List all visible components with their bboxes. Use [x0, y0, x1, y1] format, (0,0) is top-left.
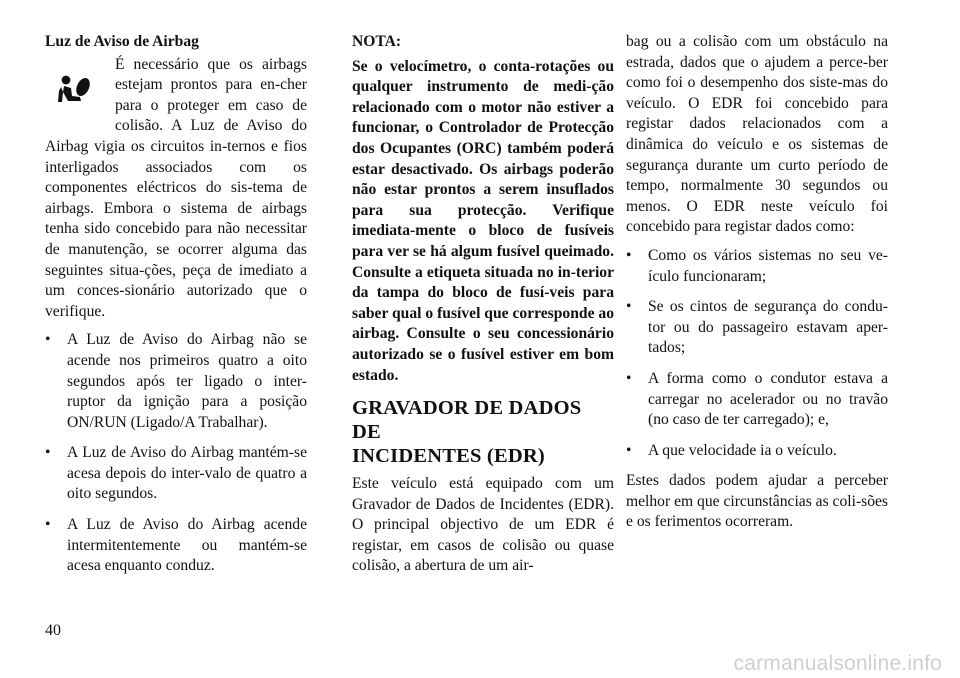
airbag-warning-heading: Luz de Aviso de Airbag [45, 33, 199, 50]
watermark: carmanualsonline.info [733, 652, 942, 675]
bullet-icon: • [626, 246, 632, 264]
note-text: Se o velocímetro, o conta-rotações ou qualquer instrumento de medi-ção relacionado com o motor não estiver a funcionar, o Controlador de Protecção dos Ocupantes (ORC) também poderá estar desactivado. Os airbags poderão não estar prontos a serem insuflados para sua protecção. Verifique imediata-mente o bloco de fusíveis para ver se há algum fusível queimado. Consulte a etiqueta situada no in-terior da tampa do bloco de fusí-veis para saber qual o fusível que corresponde ao airbag. Consulte o seu concessionário autorizado se o fusível estiver em bom estado. [352, 57, 614, 384]
list-item: • A forma como o condutor estava a carregar no acelerador ou no travão (no caso de ter carregado); e, [626, 369, 888, 429]
note-block [352, 57, 614, 387]
bullet-icon: • [45, 444, 51, 462]
note-title: NOTA: [352, 33, 402, 50]
list-item: • A Luz de Aviso do Airbag não se acende nos primeiros quatro a oito segundos após ter ligado o inter-ruptor da ignição para a posição ON/RUN (Ligado/A Trabalhar). [45, 331, 307, 431]
section-title [352, 396, 614, 468]
bullet-icon: • [45, 331, 51, 349]
column-1 [45, 32, 307, 587]
bullet-icon: • [626, 441, 632, 459]
bullet-icon: • [626, 369, 632, 387]
airbag-warning-intro: É necessário que os airbags estejam prontos para en-cher para o proteger em caso de colisão. A Luz de Aviso do Airbag vigia os circuitos in-ternos e fios interligados associados com os componentes eléctricos do sis-tema de airbags. Embora o sistema de airbags tenha sido concebido para não necessitar de manutenção, se ocorrer alguma das seguintes situa-ções, peça de imediato a um conces-sionário autorizado que o verifique. [45, 55, 307, 320]
airbag-warning-list [45, 330, 307, 577]
bullet-icon: • [45, 516, 51, 534]
list-item: • A Luz de Aviso do Airbag acende intermitentemente ou mantém-se acesa enquanto conduz. [45, 516, 307, 575]
column-2 [352, 32, 614, 577]
list-item: • A que velocidade ia o veículo. [626, 441, 888, 462]
list-item: • A Luz de Aviso do Airbag mantém-se acesa depois do inter-valo de quatro a oito segundos. [45, 444, 307, 503]
airbag-occupant-icon [45, 55, 105, 133]
edr-intro: bag ou a colisão com um obstáculo na estrada, dados que o ajudem a perce-ber como foi o desempenho dos siste-mas do veículo. O EDR foi concebido para registar dados relacionados com a dinâmica do veículo e os sistemas de segurança durante um curto período de tempo, normalmente 30 segundos ou menos. O EDR neste veículo foi concebido para registar dados como: [626, 33, 888, 236]
list-item: • Como os vários sistemas no seu ve-ículo funcionaram; [626, 246, 888, 285]
bullet-icon: • [626, 298, 632, 316]
section-title-line2: INCIDENTES (EDR) [352, 445, 545, 468]
edr-closing: Estes dados podem ajudar a perceber melhor em que circunstâncias as coli-sões e os ferimentos ocorreram. [626, 472, 888, 531]
section-title-line1: GRAVADOR DE DADOS DE [352, 397, 582, 444]
section-text: Este veículo está equipado com um Gravador de Dados de Incidentes (EDR). O principal objectivo de um EDR é registar, em casos de colisão ou quase colisão, a abertura de um air- [352, 475, 614, 575]
column-3 [626, 32, 888, 533]
edr-data-list [626, 246, 888, 461]
page-number: 40 [45, 622, 61, 639]
list-item: • Se os cintos de segurança do condu-tor ou do passageiro estavam aper-tados; [626, 298, 888, 357]
